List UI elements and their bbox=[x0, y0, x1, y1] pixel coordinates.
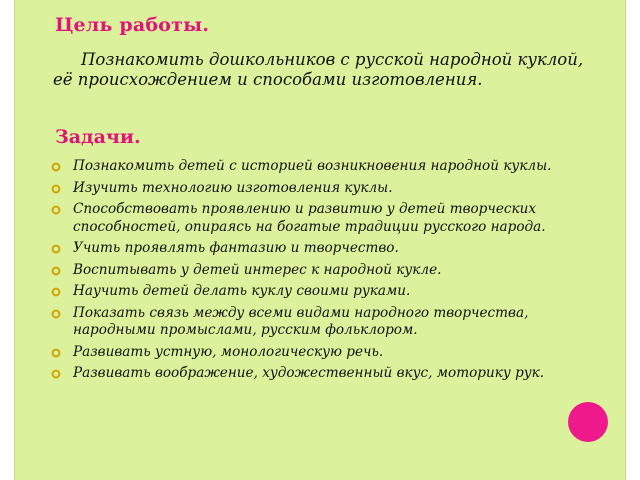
task-item bbox=[49, 365, 589, 383]
task-text: Научить детей делать куклу своими руками. bbox=[73, 283, 411, 299]
task-text: Учить проявлять фантазию и творчество. bbox=[73, 240, 399, 256]
goal-text: Познакомить дошкольников с русской народной куклой, её происхождением и способами изготовления. bbox=[53, 50, 584, 89]
content-panel bbox=[14, 0, 626, 480]
task-text: Развивать устную, монологическую речь. bbox=[73, 343, 384, 360]
bullet-icon bbox=[51, 348, 61, 358]
bullet-icon bbox=[51, 266, 61, 276]
decorative-circle bbox=[568, 402, 608, 442]
goal-heading: Цель работы. bbox=[55, 14, 210, 36]
task-item bbox=[49, 305, 589, 340]
task-item bbox=[49, 180, 589, 198]
task-text: Способствовать проявлению и развитию у детей творческих способностей, опираясь на богатые традиции русского народа. bbox=[73, 201, 546, 235]
bullet-icon bbox=[51, 287, 61, 297]
bullet-icon bbox=[51, 244, 61, 254]
task-text: Изучить технологию изготовления куклы. bbox=[73, 179, 393, 196]
task-item bbox=[49, 240, 589, 258]
task-item bbox=[49, 262, 589, 280]
task-item bbox=[49, 201, 589, 236]
task-text: Развивать воображение, художественный вкус, моторику рук. bbox=[73, 365, 545, 381]
task-text: Воспитывать у детей интерес к народной кукле. bbox=[73, 261, 442, 278]
bullet-icon bbox=[51, 184, 61, 194]
bullet-icon bbox=[51, 205, 61, 215]
task-item bbox=[49, 283, 589, 301]
bullet-icon bbox=[51, 309, 61, 319]
bullet-icon bbox=[51, 162, 61, 172]
task-text: Показать связь между всеми видами народного творчества, народными промыслами, русским фольклором. bbox=[73, 304, 529, 338]
tasks-heading: Задачи. bbox=[55, 126, 141, 148]
task-item bbox=[49, 158, 589, 176]
task-text: Познакомить детей с историей возникновения народной куклы. bbox=[73, 158, 552, 174]
bullet-icon bbox=[51, 369, 61, 379]
tasks-list bbox=[49, 158, 589, 387]
task-item bbox=[49, 344, 589, 362]
